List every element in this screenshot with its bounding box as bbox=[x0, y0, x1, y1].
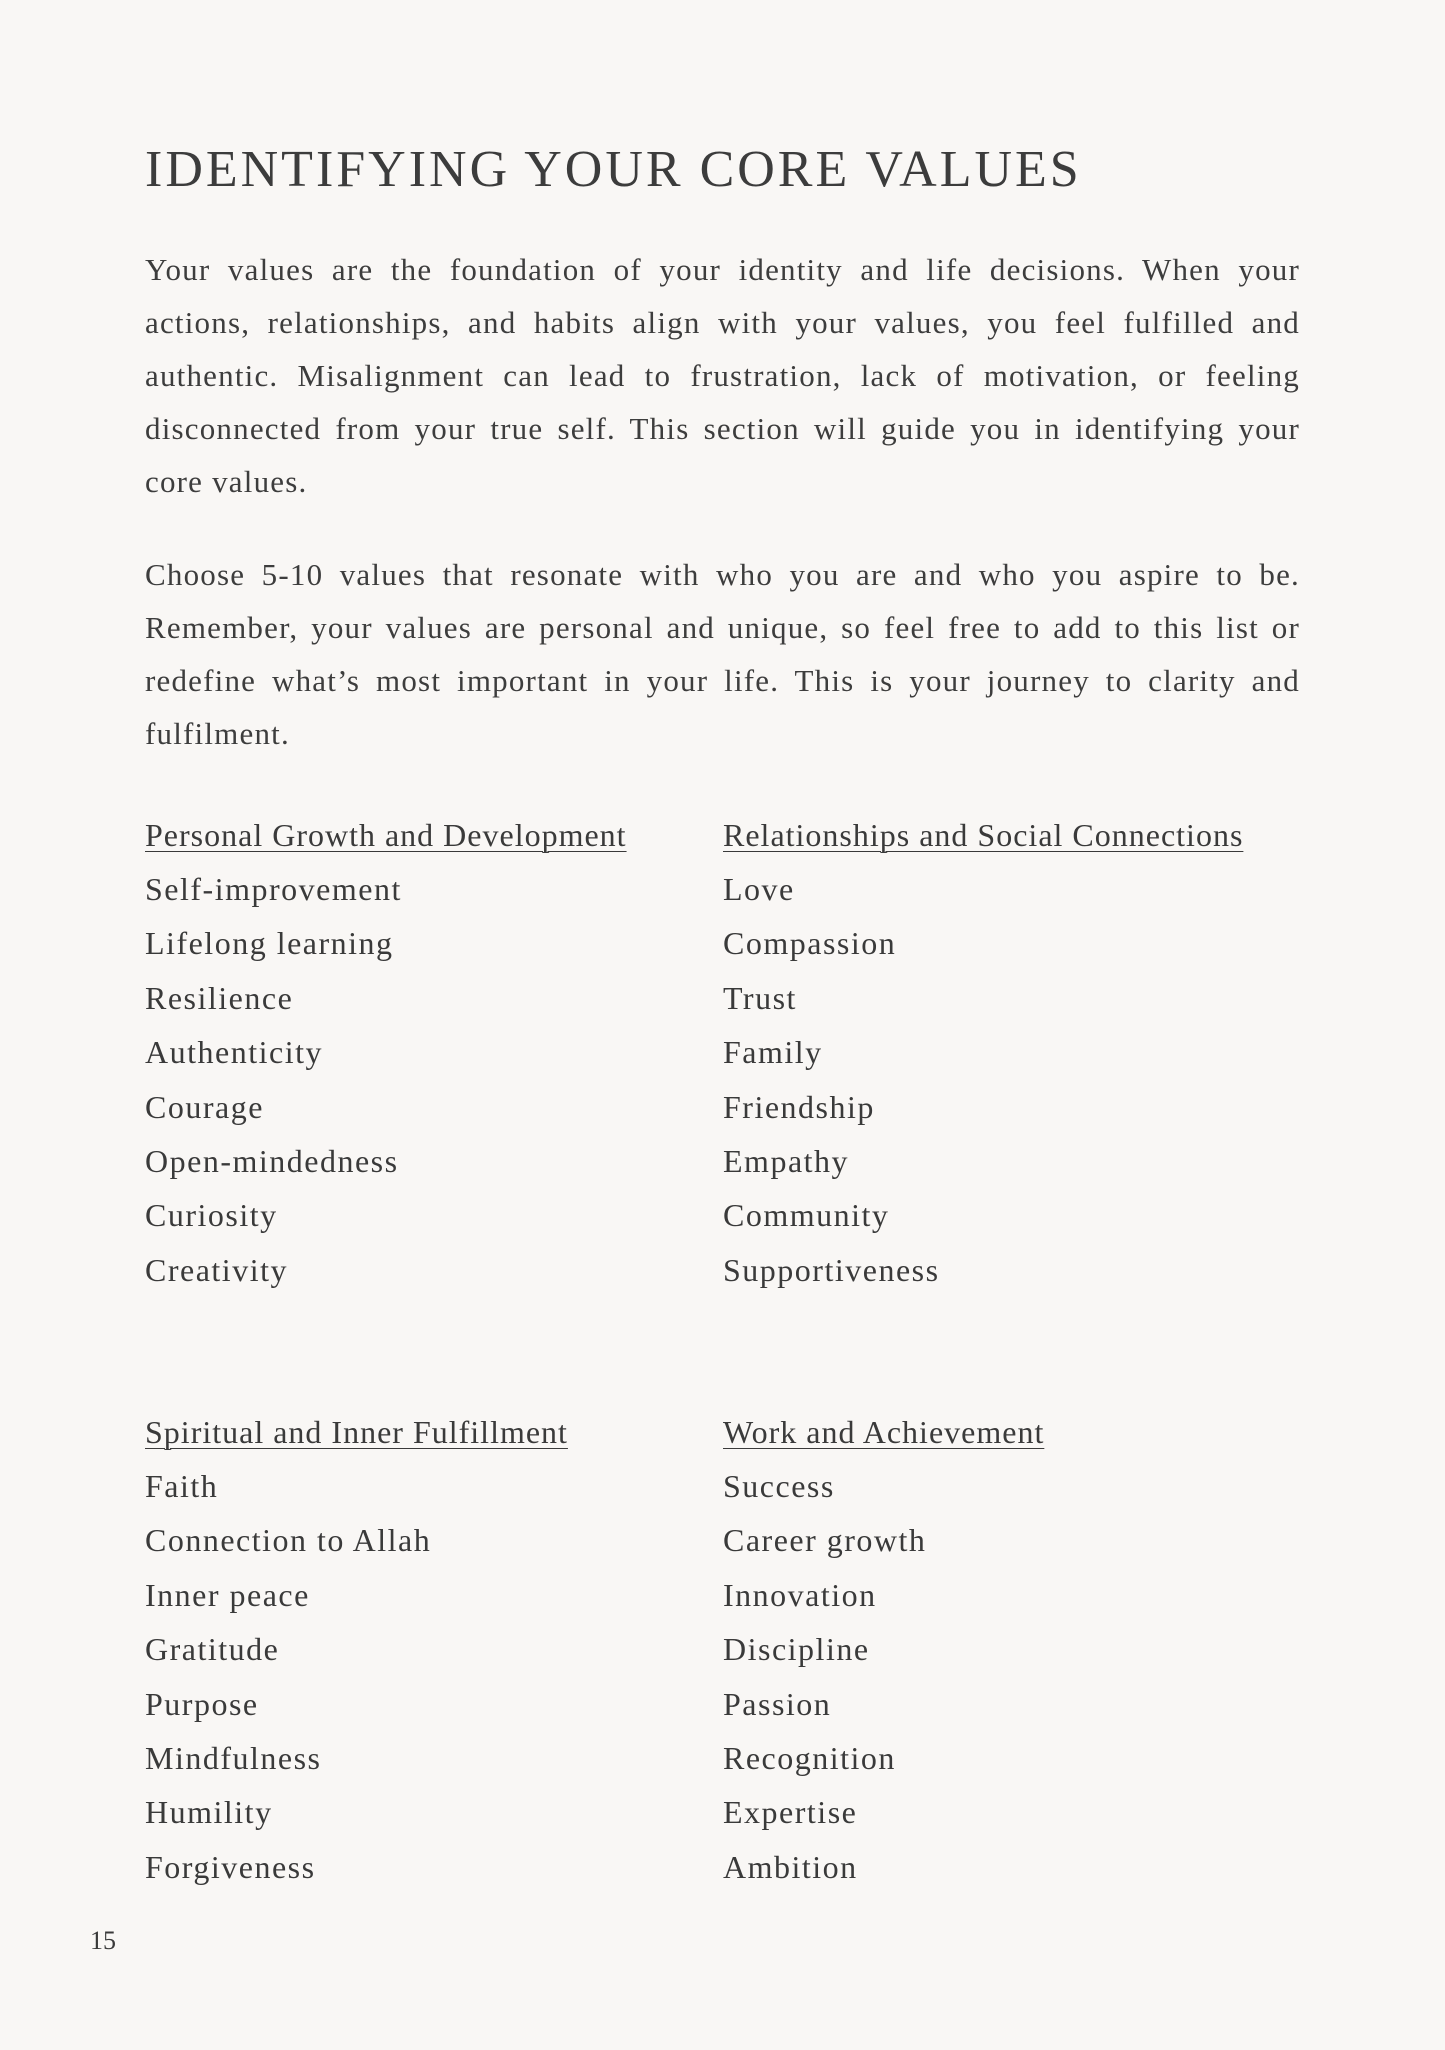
value-item: Resilience bbox=[145, 979, 294, 1016]
value-item: Mindfulness bbox=[145, 1740, 322, 1777]
value-item: Authenticity bbox=[145, 1034, 323, 1071]
value-item: Open-mindedness bbox=[145, 1143, 399, 1180]
category-personal-growth bbox=[145, 808, 705, 1297]
value-item: Discipline bbox=[723, 1631, 870, 1668]
value-item: Friendship bbox=[723, 1088, 875, 1125]
category-heading: Relationships and Social Connections bbox=[723, 817, 1244, 853]
value-item: Courage bbox=[145, 1088, 264, 1125]
value-item: Ambition bbox=[723, 1848, 858, 1885]
intro-paragraph: Your values are the foundation of your identity and life decisions. When your actions, relationships, and habits align with your values, you feel fulfilled and authentic. Misalignment can lead to frustration, lack of motivation, or feeling disconnected from your true self. This section will guide you in identifying your core values. bbox=[145, 252, 1300, 499]
page-title: IDENTIFYING YOUR CORE VALUES bbox=[145, 141, 1082, 198]
value-list bbox=[145, 862, 705, 1297]
instructions-paragraph: Choose 5-10 values that resonate with who you are and who you aspire to be. Remember, your values are personal and unique, so feel free to add to this list or redefine what’s most important in your life. This is your journey to clarity and fulfilment. bbox=[145, 557, 1300, 751]
category-heading: Personal Growth and Development bbox=[145, 817, 627, 853]
value-item: Empathy bbox=[723, 1143, 850, 1180]
value-item: Success bbox=[723, 1468, 835, 1504]
value-item: Trust bbox=[723, 979, 797, 1016]
value-item: Faith bbox=[145, 1468, 219, 1504]
value-item: Love bbox=[723, 871, 795, 907]
value-item: Family bbox=[723, 1034, 823, 1071]
value-list bbox=[723, 1459, 1283, 1894]
value-item: Lifelong learning bbox=[145, 925, 394, 962]
page-number: 15 bbox=[90, 1926, 116, 1955]
category-heading: Work and Achievement bbox=[723, 1414, 1045, 1450]
value-item: Forgiveness bbox=[145, 1848, 316, 1885]
category-heading: Spiritual and Inner Fulfillment bbox=[145, 1414, 568, 1450]
value-item: Supportiveness bbox=[723, 1251, 940, 1288]
value-item: Creativity bbox=[145, 1251, 288, 1288]
value-item: Connection to Allah bbox=[145, 1522, 432, 1559]
value-item: Humility bbox=[145, 1794, 273, 1831]
value-item: Recognition bbox=[723, 1740, 896, 1777]
value-item: Community bbox=[723, 1197, 890, 1234]
value-list bbox=[145, 1459, 705, 1894]
value-item: Inner peace bbox=[145, 1576, 310, 1613]
category-relationships bbox=[723, 808, 1283, 1297]
category-work bbox=[723, 1405, 1283, 1894]
value-item: Self-improvement bbox=[145, 871, 402, 907]
value-item: Expertise bbox=[723, 1794, 858, 1831]
category-spiritual bbox=[145, 1405, 705, 1894]
value-item: Compassion bbox=[723, 925, 897, 962]
value-item: Career growth bbox=[723, 1522, 927, 1559]
value-item: Innovation bbox=[723, 1576, 877, 1613]
value-item: Curiosity bbox=[145, 1197, 278, 1234]
value-item: Purpose bbox=[145, 1685, 259, 1722]
value-item: Passion bbox=[723, 1685, 832, 1722]
value-list bbox=[723, 862, 1283, 1297]
value-item: Gratitude bbox=[145, 1631, 280, 1668]
